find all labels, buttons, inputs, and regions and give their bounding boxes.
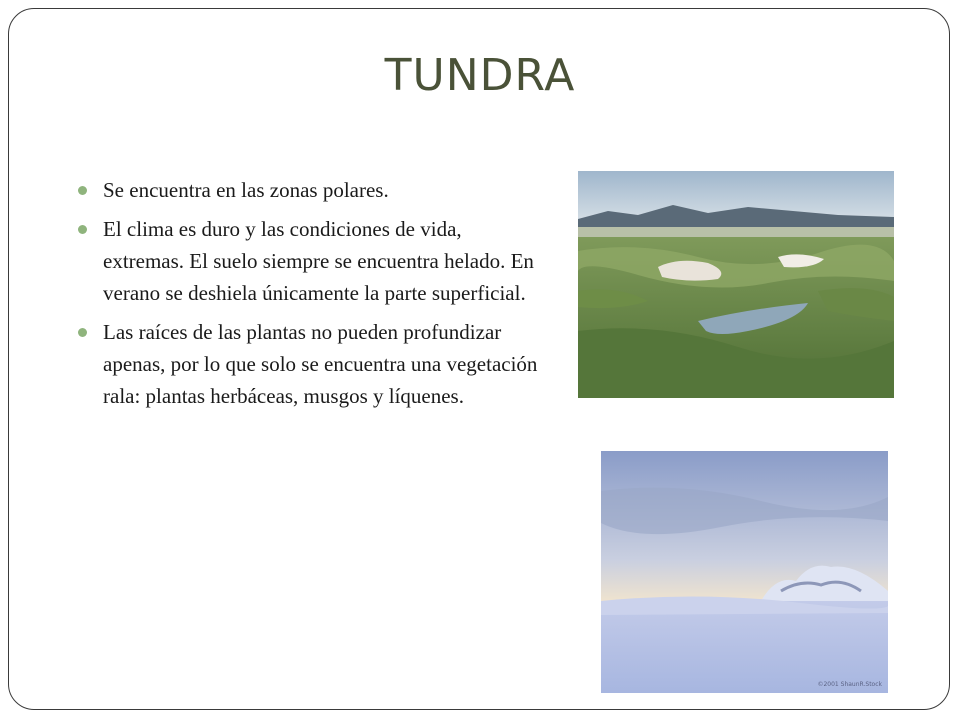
bullet-item [78,174,540,206]
bullet-item [78,213,540,309]
bullet-text: Se encuentra en las zonas polares. [103,178,389,202]
photo-credit: ©2001 ShaunR.Stock [817,681,882,688]
tundra-wetland-image [578,171,894,398]
bullet-text: El clima es duro y las condiciones de vida, extremas. El suelo siempre se encuentra helado. En verano se deshiela únicamente la parte superficial. [103,217,534,305]
bullet-dot-icon [78,225,87,234]
bullet-dot-icon [78,186,87,195]
slide-title: TUNDRA [384,50,576,101]
snowy-tundra-image [601,451,888,693]
tundra-wetland-photo [578,171,894,398]
bullet-dot-icon [78,328,87,337]
bullet-text: Las raíces de las plantas no pueden profundizar apenas, por lo que solo se encuentra una vegetación rala: plantas herbáceas, musgos y líquenes. [103,320,538,408]
snowy-tundra-photo [601,451,888,693]
bullet-item [78,316,540,412]
bullet-list [78,174,540,419]
